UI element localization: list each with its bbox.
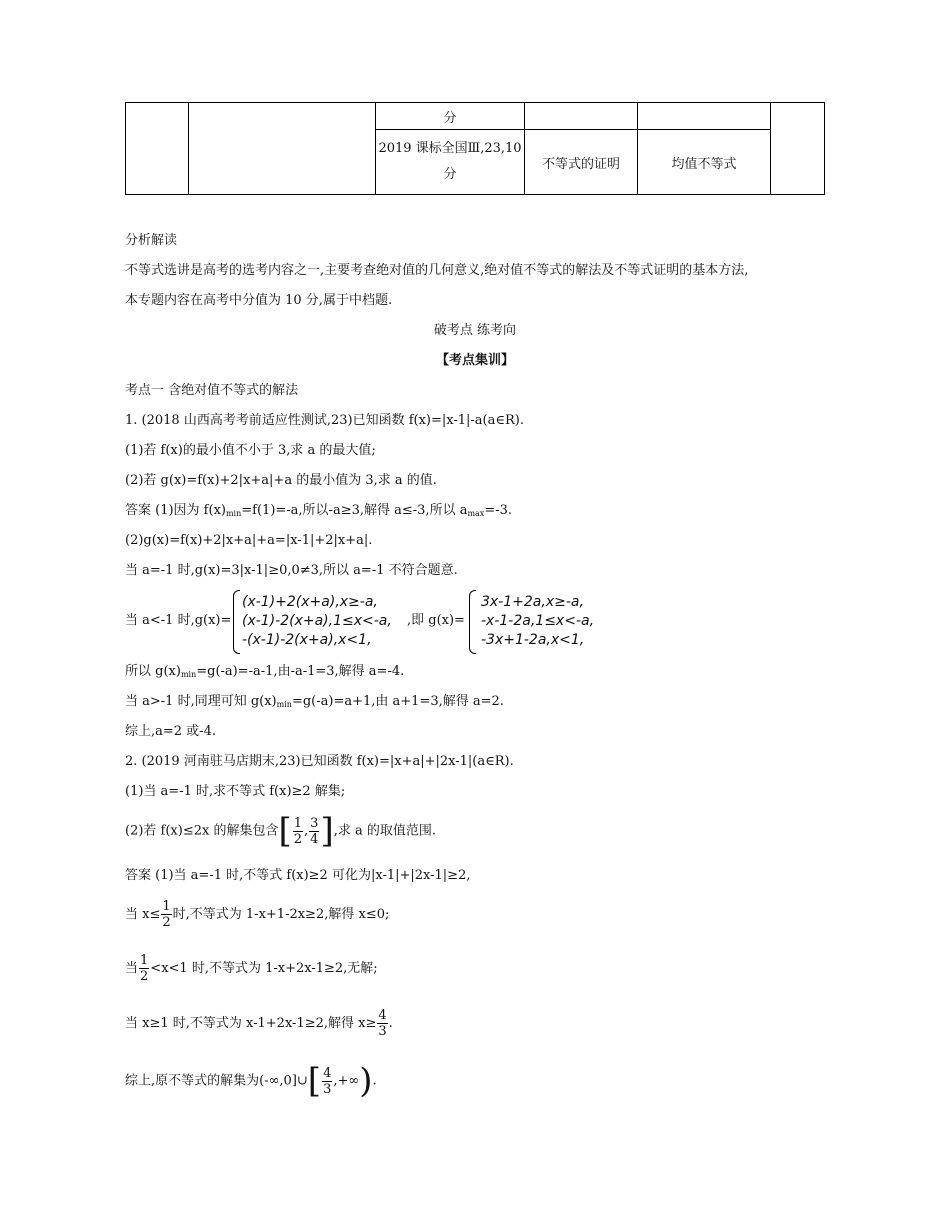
right-bracket: ] [320, 811, 334, 851]
question-stem: 1. (2018 山西高考考前适应性测试,23)已知函数 f(x)=|x-1|-a(a∈R). [125, 413, 524, 428]
answer-line: 综上,a=2 或-4. [125, 724, 216, 739]
answer-line: 当 x≥1 时,不等式为 x-1+2x-1≥2,解得 x≥ $\frac{4}{3}$ . [125, 1008, 393, 1039]
fraction: $\frac{4}{3}$ [378, 1008, 387, 1039]
section-subtitle: 【考点集训】 [435, 353, 514, 368]
analysis-paragraph: 本专题内容在高考中分值为 10 分,属于中档题. [125, 293, 393, 308]
question-part: (2)若 f(x)≤2x 的解集包含[ $\frac{1}{2}$ , $\frac{3}{4}$ ],求 a 的取值范围. [125, 811, 436, 851]
case-row: -3x+1-2a,x<1, [481, 632, 585, 648]
answer-line: 所以 $g(x)_{min}=g(-a)=-a-1$,由-a-1=3,解得 a=-4. [125, 664, 405, 679]
question-part: (1)若 f(x)的最小值不小于 3,求 a 的最大值; [125, 443, 376, 458]
case-row: -x-1-2a,1≤x<-a, [481, 613, 595, 629]
left-bracket: [ [307, 1061, 322, 1101]
case-row: (x-1)-2(x+a),1≤x<-a, [242, 613, 392, 629]
fraction: $\frac{3}{4}$ [310, 815, 319, 847]
right-paren: ) [359, 1061, 373, 1101]
fraction: $\frac{1}{2}$ [293, 815, 303, 847]
answer-line: 当 a=-1 时,g(x)=3|x-1|≥0,0≠3,所以 a=-1 不符合题意. [125, 563, 458, 578]
table-cell-topic [525, 103, 638, 130]
fraction: $\frac{1}{2}$ [140, 953, 149, 984]
exam-source-table [125, 102, 825, 195]
fraction: $\frac{4}{3}$ [323, 1065, 332, 1097]
left-brace [233, 590, 240, 654]
answer-line-mid: ,即 g(x)= [407, 613, 465, 628]
case-row: -(x-1)-2(x+a),x<1, [242, 632, 372, 648]
answer-line: 当 a>-1 时,同理可知 $g(x)_{min}=g(-a)=a+1$,由 a+1=3,解得 a=2. [125, 694, 504, 709]
answer-line: 答案 (1)因为 $f(x)_{min}=f(1)=-a$,所以-a≥3,解得 a≤-3,所以 $a_{max}=-3$. [125, 503, 513, 518]
table-cell-blank [771, 103, 825, 195]
fraction: $\frac{1}{2}$ [162, 899, 171, 930]
answer-line: 当 $\frac{1}{2}$ <x<1 时,不等式为 1-x+2x-1≥2,无解; [125, 953, 378, 984]
answer-line: (2)g(x)=f(x)+2|x+a|+a=|x-1|+2|x+a|. [125, 533, 373, 548]
table-cell-blank [126, 103, 189, 195]
answer-line-lead: 当 a<-1 时,g(x)= [125, 613, 232, 628]
table-row [126, 103, 825, 130]
answer-line: 综上,原不等式的解集为(-∞,0]∪[ $\frac{4}{3}$ ,+∞). [125, 1061, 377, 1101]
table-cell-method [638, 103, 771, 130]
kp-heading: 考点一 含绝对值不等式的解法 [125, 383, 299, 398]
table-cell-source: 分 [376, 103, 525, 130]
table-cell-topic: 不等式的证明 [525, 130, 638, 195]
table-cell-blank [189, 103, 376, 195]
question-stem: 2. (2019 河南驻马店期末,23)已知函数 f(x)=|x+a|+|2x-1|(a∈R). [125, 754, 514, 769]
table-cell-source: 2019 课标全国Ⅲ,23,10 分 [376, 130, 525, 195]
case-row: 3x-1+2a,x≥-a, [481, 594, 584, 610]
answer-line: 当 x≤ $\frac{1}{2}$ 时,不等式为 1-x+1-2x≥2,解得 x≤0; [125, 899, 390, 930]
analysis-title: 分析解读 [125, 233, 178, 248]
piecewise-cases [233, 593, 392, 650]
case-row: (x-1)+2(x+a),x≥-a, [242, 594, 378, 610]
piecewise-cases [469, 593, 594, 650]
left-bracket: [ [278, 811, 292, 851]
table-cell-method: 均值不等式 [638, 130, 771, 195]
question-part: (1)当 a=-1 时,求不等式 f(x)≥2 解集; [125, 784, 346, 799]
section-title: 破考点 练考向 [433, 323, 517, 338]
analysis-paragraph: 不等式选讲是高考的选考内容之一,主要考查绝对值的几何意义,绝对值不等式的解法及不等式证明的基本方法, [125, 263, 749, 278]
question-part: (2)若 g(x)=f(x)+2|x+a|+a 的最小值为 3,求 a 的值. [125, 473, 437, 488]
left-brace [469, 590, 476, 654]
answer-line: 答案 (1)当 a=-1 时,不等式 f(x)≥2 可化为|x-1|+|2x-1|≥2, [125, 868, 471, 883]
